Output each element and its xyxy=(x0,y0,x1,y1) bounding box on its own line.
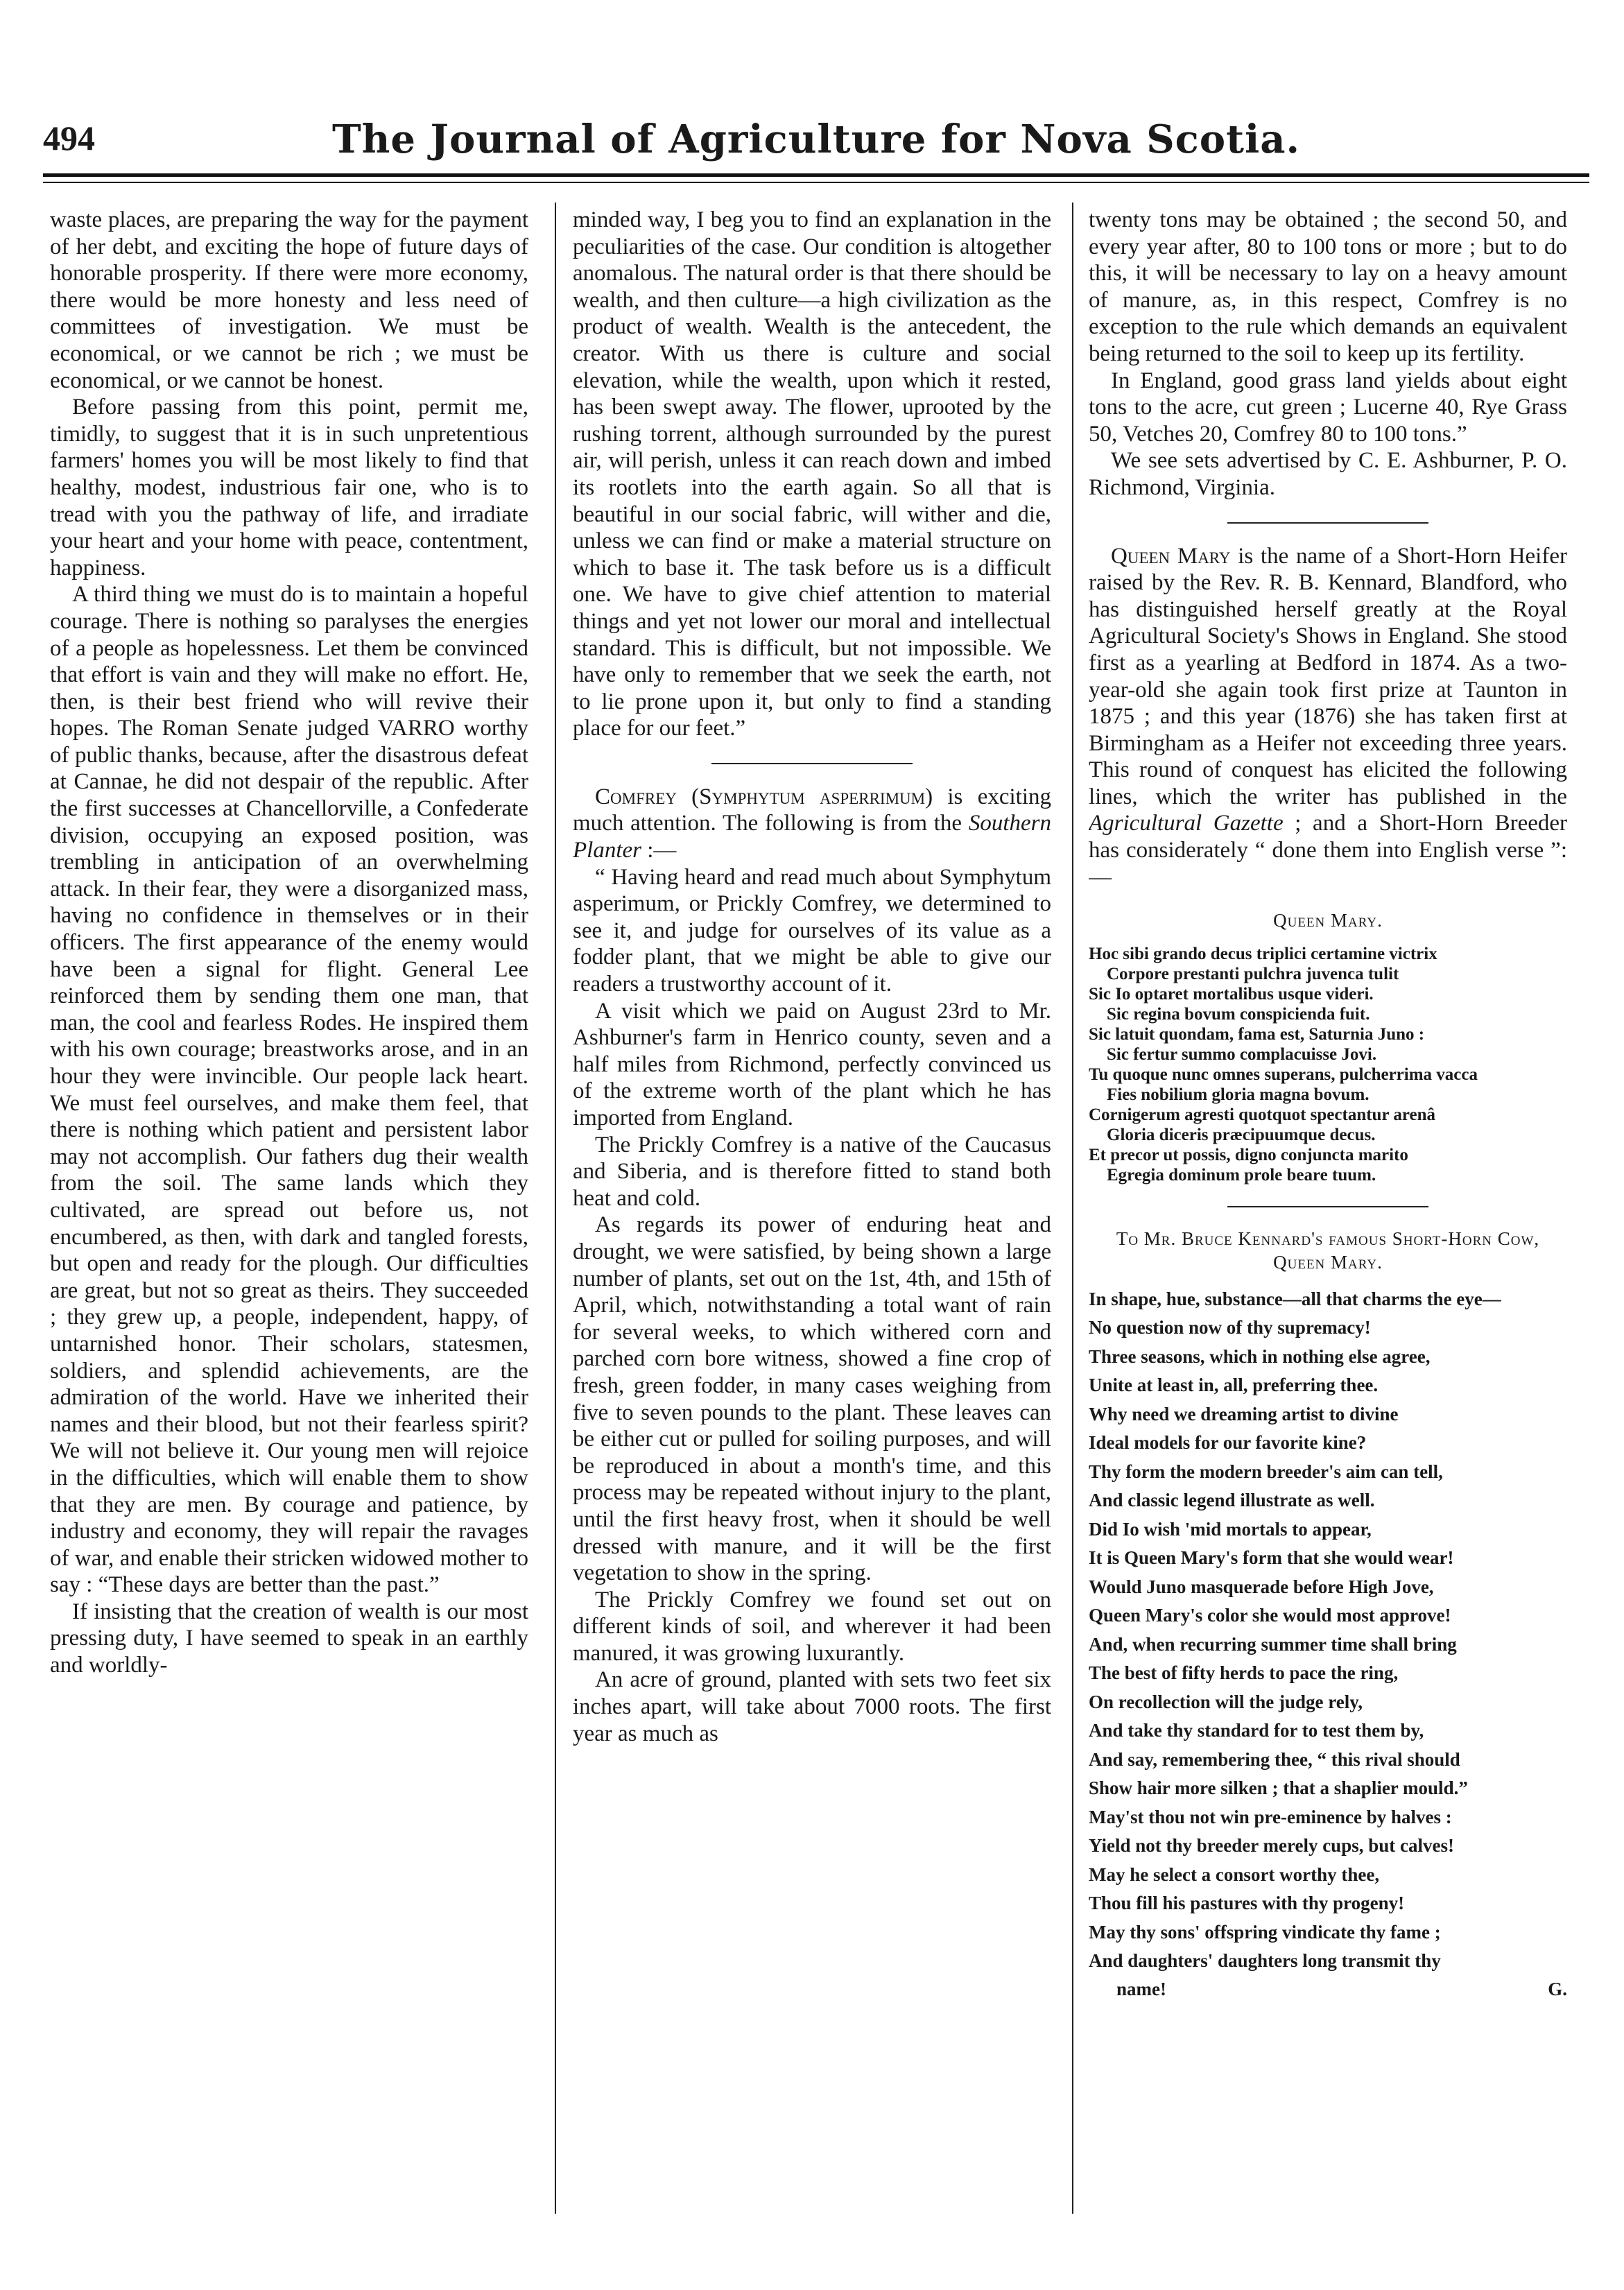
paragraph: We see sets advertised by C. E. Ashburner, P. O. Richmond, Virginia. xyxy=(1089,448,1567,500)
verse-line: And, when recurring summer time shall bring xyxy=(1089,1633,1457,1655)
page-header xyxy=(43,112,1589,168)
english-poem xyxy=(1089,1285,1567,1976)
verse-line: Queen Mary's color she would most approve! xyxy=(1089,1605,1451,1626)
header-rule-thin xyxy=(43,182,1589,183)
verse-line: And take thy standard for to test them by, xyxy=(1089,1720,1424,1741)
header-rule-thick xyxy=(43,173,1589,177)
section-divider xyxy=(1227,522,1428,524)
column-1 xyxy=(50,207,528,2204)
queen-mary-text-end: ; and a Short-Horn Breeder has considerately “ done them into English verse ”:— xyxy=(1089,811,1567,890)
verse-line: Corpore prestanti pulchra juvenca tulit xyxy=(1107,964,1399,983)
gazette-name: Agricultural Gazette xyxy=(1089,811,1284,836)
verse-line: And say, remembering thee, “ this rival should xyxy=(1089,1748,1460,1770)
verse-line: Thou fill his pastures with thy progeny! xyxy=(1089,1893,1405,1914)
source-name: Southern Planter xyxy=(573,811,1051,863)
verse-line: In shape, hue, substance—all that charms the eye— xyxy=(1089,1288,1501,1309)
verse-line: Sic regina bovum conspicienda fuit. xyxy=(1107,1004,1370,1024)
paragraph: A visit which we paid on August 23rd to Mr. Ashburner's farm in Henrico county, seven and a half miles from Richmond, perfectly convinced us of the extreme worth of the plant which he has imported from England. xyxy=(573,998,1051,1130)
paragraph: A third thing we must do is to maintain a hopeful courage. There is nothing so paralyses the energies of a people as hopelessness. Let them be convinced that effort is vain and they will make no effort. He, then, is their best friend who will revive their hopes. The Roman Senate judged VARRO worthy of public thanks, because, after the disastrous defeat at Cannae, he did not despair of the republic. After the first successes at Chancellorville, a Confederate division, occupying an exposed position, was trembling in anticipation of an overwhelming attack. In their fear, they were a disorganized mass, having no confidence in themselves or in their officers. The first appearance of the enemy would have been a signal for flight. General Lee reinforced them by sending them one man, that man, the cool and fearless Rodes. He inspired them with his own courage; breastworks arose, and in an hour they were invincible. Our people lack heart. We must feel ourselves, and make them feel, that there is nothing which patient and persistent labor may not accomplish. Our fathers dug their wealth from the soil. The same lands which they cultivated, are spread out before us, not encumbered, as then, with dark and tangled forests, but open and ready for the plough. Our difficulties are great, but not so great as theirs. They succeeded ; they grew up, a people, independent, happy, of untarnished honor. Their scholars, statesmen, soldiers, and splendid achievements, are the admiration of the world. Have we inherited their names and their blood, but not their fearless spirit? We will not believe it. Our young men will rejoice in the difficulties, which will enable them to show that they are men. By courage and patience, by industry and economy, they will repair the ravages of war, and enable their stricken widowed mother to say : “These days are better than the past.” xyxy=(50,582,528,1598)
paragraph: In England, good grass land yields about eight tons to the acre, cut green ; Lucerne 40, Rye Grass 50, Vetches 20, Comfrey 80 to 100 tons.” xyxy=(1089,368,1567,447)
column-2 xyxy=(573,207,1051,2204)
comfrey-intro xyxy=(573,784,1051,864)
verse-line: Three seasons, which in nothing else agree, xyxy=(1089,1345,1431,1367)
verse-line: No question now of thy supremacy! xyxy=(1089,1317,1371,1338)
paragraph: As regards its power of enduring heat and drought, we were satisfied, by being shown a large number of plants, set out on the 1st, 4th, and 15th of April, which, notwithstanding a total want of rain for several weeks, to which withered corn and parched corn bore witness, showed a fine crop of fresh, green fodder, in many cases weighing from five to seven pounds to the plant. These leaves can be either cut or pulled for soiling purposes, and will be reproduced in about a month's time, and this process may be repeated without injury to the plant, until the first heavy frost, when it should be well dressed with manure, and it will be the first vegetation to show in the spring. xyxy=(573,1212,1051,1586)
page-number: 494 xyxy=(43,119,95,157)
verse-line: Did Io wish 'mid mortals to appear, xyxy=(1089,1518,1372,1540)
journal-title: The Journal of Agriculture for Nova Scotia. xyxy=(331,117,1301,162)
paragraph: The Prickly Comfrey we found set out on different kinds of soil, and wherever it had been manured, it was growing luxurantly. xyxy=(573,1587,1051,1666)
column-divider-right xyxy=(1072,203,1073,2214)
verse-line: Fies nobilium gloria magna bovum. xyxy=(1107,1085,1370,1104)
paragraph: twenty tons may be obtained ; the second 50, and every year after, 80 to 100 tons or more ; but to do this, it will be necessary to lay on a heavy amount of manure, as, in this respect, Comfrey is no exception to the rule which demands an equivalent being returned to the soil to keep up its fertility. xyxy=(1089,207,1567,366)
latin-poem xyxy=(1089,944,1567,1185)
verse-line: Sic latuit quondam, fama est, Saturnia Juno : xyxy=(1089,1024,1425,1044)
verse-line: It is Queen Mary's form that she would wear! xyxy=(1089,1547,1454,1569)
queen-mary-paragraph xyxy=(1089,543,1567,891)
verse-line: Et precor ut possis, digno conjuncta marito xyxy=(1089,1145,1408,1164)
section-divider xyxy=(1227,1206,1428,1207)
column-3 xyxy=(1089,207,1567,2204)
verse-line: Ideal models for our favorite kine? xyxy=(1089,1432,1367,1454)
verse-line: Would Juno masquerade before High Jove, xyxy=(1089,1576,1434,1597)
queen-mary-text: is the name of a Short-Horn Heifer raised by the Rev. R. B. Kennard, Blandford, who has distinguished herself greatly at the Royal Agricultural Society's Shows in England. She stood first as a yearling at Bedford in 1874. As a two-year-old she again took first prize at Taunton in 1875 ; and this year (1876) she has taken first at Birmingham as a Heifer not exceeding three years. This round of conquest has elicited the following lines, which the writer has published in the xyxy=(1089,543,1567,809)
verse-line: Tu quoque nunc omnes superans, pulcherrima vacca xyxy=(1089,1065,1478,1084)
comfrey-intro-text: is exciting much attention. The following is from the xyxy=(573,784,1051,836)
queen-mary-lead: Queen Mary xyxy=(1111,543,1231,569)
poem-signoff xyxy=(1089,1976,1567,2002)
paragraph: The Prickly Comfrey is a native of the Caucasus and Siberia, and is therefore fitted to stand both heat and cold. xyxy=(573,1132,1051,1211)
verse-line: Show hair more silken ; that a shaplier mould.” xyxy=(1089,1777,1468,1799)
verse-line: On recollection will the judge rely, xyxy=(1089,1691,1363,1712)
verse-line: May he select a consort worthy thee, xyxy=(1089,1863,1380,1885)
verse-line: Yield not thy breeder merely cups, but calves! xyxy=(1089,1835,1454,1857)
verse-line: The best of fifty herds to pace the ring, xyxy=(1089,1662,1399,1684)
comfrey-intro-end: :— xyxy=(641,838,677,863)
latin-poem-title: Queen Mary. xyxy=(1273,910,1383,931)
verse-line: Thy form the modern breeder's aim can tell, xyxy=(1089,1461,1443,1482)
verse-line: May'st thou not win pre-eminence by halves : xyxy=(1089,1806,1452,1827)
verse-line: Cornigerum agresti quotquot spectantur arenâ xyxy=(1089,1105,1435,1124)
section-divider xyxy=(711,763,913,764)
english-poem-title: To Mr. Bruce Kennard's famous Short-Horn Cow, Queen Mary. xyxy=(1116,1228,1540,1273)
verse-line: May thy sons' offspring vindicate thy fame ; xyxy=(1089,1921,1441,1943)
verse-line: And classic legend illustrate as well. xyxy=(1089,1490,1375,1511)
paragraph: If insisting that the creation of wealth is our most pressing duty, I have seemed to speak in an earthly and worldly- xyxy=(50,1599,528,1678)
verse-line: Sic Io optaret mortalibus usque videri. xyxy=(1089,984,1374,1004)
comfrey-heading: Comfrey (Symphytum asperrimum) xyxy=(595,784,933,809)
last-word: name! xyxy=(1116,1978,1166,1999)
column-divider-left xyxy=(555,203,556,2214)
paragraph: An acre of ground, planted with sets two feet six inches apart, will take about 7000 roots. The first year as much as xyxy=(573,1667,1051,1746)
verse-line: Why need we dreaming artist to divine xyxy=(1089,1403,1399,1424)
verse-line: Hoc sibi grando decus triplici certamine victrix xyxy=(1089,944,1437,963)
paragraph: Before passing from this point, permit me, timidly, to suggest that it is in such unpretentious farmers' homes you will be most likely to find that healthy, modest, industrious fair one, who is to tread with you the pathway of life, and irradiate your heart and your home with peace, contentment, happiness. xyxy=(50,395,528,580)
verse-line: Egregia dominum prole beare tuum. xyxy=(1107,1165,1376,1185)
verse-line: Gloria diceris præcipuumque decus. xyxy=(1107,1125,1376,1144)
paragraph: minded way, I beg you to find an explanation in the peculiarities of the case. Our condition is altogether anomalous. The natural order is that there should be wealth, and then culture—a high civilization as the product of wealth. Wealth is the antecedent, the creator. With us there is culture and social elevation, while the wealth, upon which it rested, has been swept away. The flower, uprooted by the rushing torrent, although surrounded by the purest air, will perish, unless it can reach down and imbed its rootlets into the earth again. So all that is beautiful in our social fabric, will wither and die, unless we can find or make a material structure on which to base it. The task before us is a difficult one. We have to give chief attention to material things and yet not lower our moral and intellectual standard. This is difficult, but not impossible. We have only to remember that we seek the earth, not to lie prone upon it, but only to find a standing place for our feet.” xyxy=(573,207,1051,741)
paragraph: waste places, are preparing the way for the payment of her debt, and exciting the hope of future days of honorable prosperity. If there were more economy, there would be more honesty and less need of committees of investigation. We must be economical, or we cannot be rich ; we must be economical, or we cannot be honest. xyxy=(50,207,528,393)
paragraph: “ Having heard and read much about Symphytum asperimum, or Prickly Comfrey, we determined to see it, and judge for ourselves of its value as a fodder plant, that we might be able to give our readers a trustworthy account of it. xyxy=(573,864,1051,997)
signature: G. xyxy=(1548,1978,1567,1999)
verse-line: Unite at least in, all, preferring thee. xyxy=(1089,1375,1379,1396)
verse-line: Sic fertur summo complacuisse Jovi. xyxy=(1107,1044,1377,1064)
verse-line: And daughters' daughters long transmit thy xyxy=(1089,1950,1441,1972)
